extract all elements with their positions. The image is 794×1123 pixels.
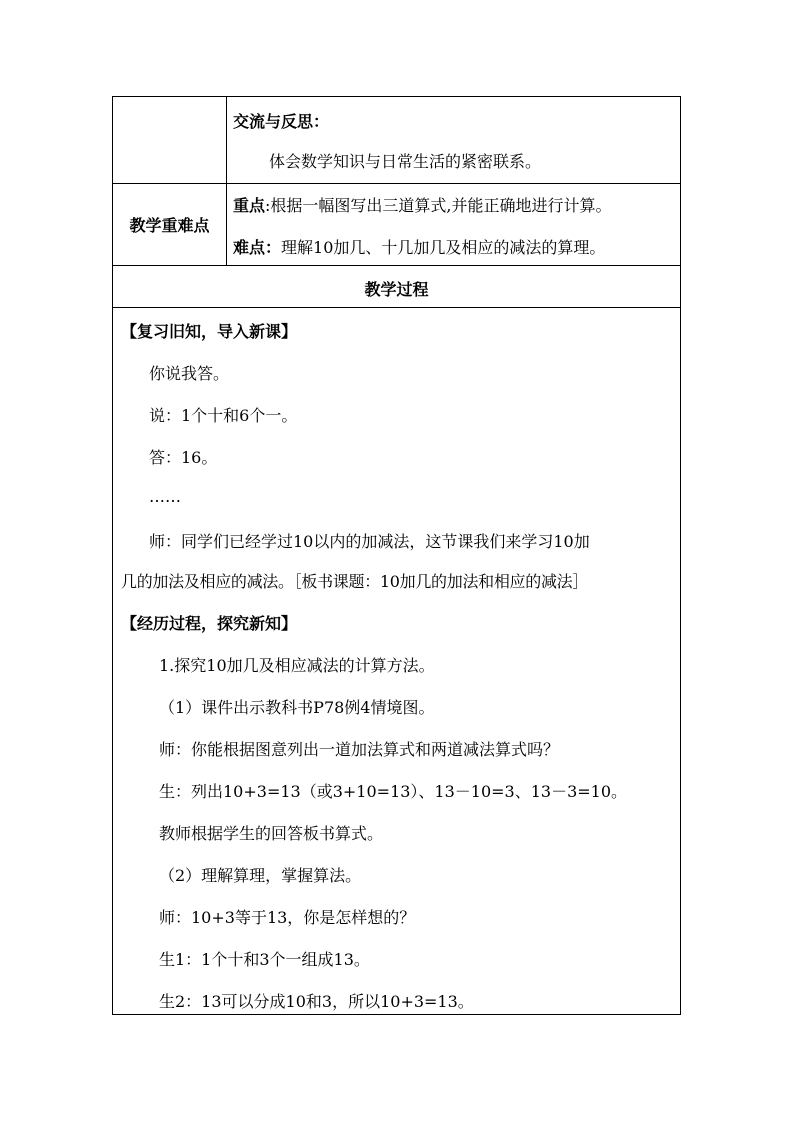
column-divider [226, 97, 227, 265]
section1-line: 几的加法及相应的减法。［板书课题：10加几的加法和相应的减法］ [121, 572, 589, 591]
key-point-line [233, 193, 612, 216]
section2-line: 师：你能根据图意列出一道加法算式和两道减法算式吗？ [159, 740, 560, 759]
section2-line: 师：10+3等于13，你是怎样想的？ [159, 908, 416, 927]
row-divider [113, 265, 680, 266]
section2-line: 生：列出10+3=13（或3+10=13）、13－10=3、13－3=10。 [159, 782, 628, 801]
section2-line: 教师根据学生的回答板书算式。 [159, 824, 384, 843]
section1-heading: 【复习旧知，导入新课】 [121, 322, 298, 341]
section2-heading: 【经历过程，探究新知】 [121, 614, 298, 633]
lesson-plan-table [112, 96, 681, 1015]
difficulty-text: 理解10加几、十几加几及相应的减法的算理。 [281, 238, 606, 257]
key-point-label: 重点 [233, 196, 266, 215]
row-divider [113, 307, 680, 308]
section2-line: 生1：1个十和3个一组成13。 [159, 950, 370, 969]
section1-line: …… [149, 487, 181, 506]
section1-line: 师：同学们已经学过10以内的加减法，这节课我们来学习10加 [149, 532, 590, 551]
difficulty-line [233, 235, 605, 258]
section1-line: 你说我答。 [149, 364, 230, 383]
key-point-text: :根据一幅图写出三道算式,并能正确地进行计算。 [265, 196, 612, 215]
reflection-heading: 交流与反思： [233, 112, 330, 131]
section2-line: 生2：13可以分成10和3，所以10+3=13。 [159, 992, 474, 1011]
difficulty-label: 难点： [233, 238, 282, 257]
reflection-content: 体会数学知识与日常生活的紧密联系。 [269, 152, 542, 171]
section2-line: （1）课件出示教科书P78例4情境图。 [159, 698, 435, 717]
section2-line: 1.探究10加几及相应减法的计算方法。 [159, 656, 435, 675]
row-divider [113, 183, 680, 184]
section1-line: 说：1个十和6个一。 [149, 406, 298, 425]
process-title: 教学过程 [364, 280, 429, 299]
key-difficulty-label: 教学重难点 [129, 216, 210, 235]
section2-line: （2）理解算理，掌握算法。 [159, 866, 362, 885]
section1-line: 答：16。 [149, 448, 218, 467]
